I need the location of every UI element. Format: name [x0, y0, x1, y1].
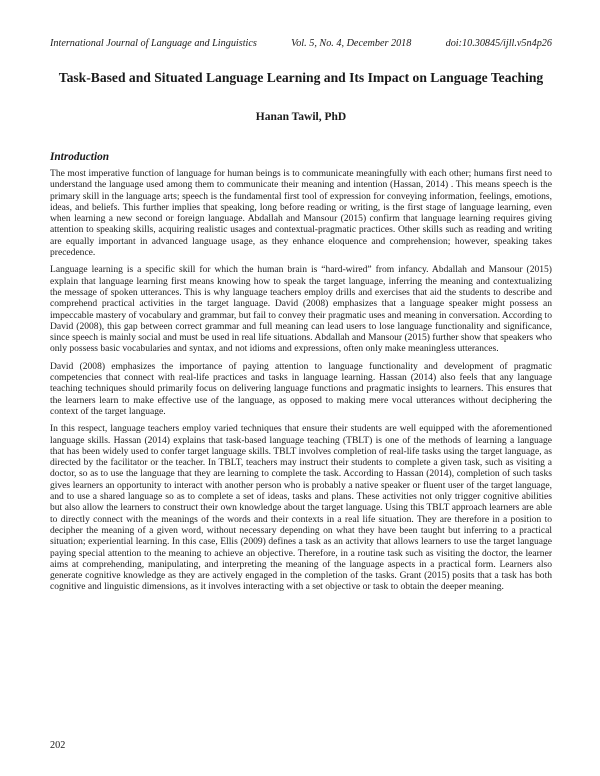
body-text	[50, 168, 552, 599]
paper-title: Task-Based and Situated Language Learning and Its Impact on Language Teaching	[58, 70, 544, 85]
section-heading: Introduction	[50, 151, 110, 163]
paragraph-1: The most imperative function of language for human beings is to communicate meaningfully with each other; humans first need to understand the language used among them to communicate their meaning and intention (Hassan, 2014) . This means speech is the primary skill in the language arts; speech is the fundamental first tool of expression for conveying information, feelings, emotions, ideas, and beliefs. This further implies that speaking, long before reading or writing, is the first stage of language learning, even when learning a new second or foreign language. Abdallah and Mansour (2015) confirm that language learning requires giving attention to speaking skills, acquiring realistic usages and contextual-pragmatic practices. Other skills such as reading and writing are equally important in advanced language usage, as they enhance eloquence and comprehension; however, speaking takes precedence.	[50, 168, 552, 259]
author-name: Hanan Tawil, PhD	[255, 111, 347, 123]
doi: doi:10.30845/ijll.v5n4p26	[445, 38, 552, 49]
page-number: 202	[50, 740, 66, 751]
volume-info: Vol. 5, No. 4, December 2018	[291, 38, 412, 49]
journal-name: International Journal of Language and Linguistics	[50, 38, 257, 49]
paragraph-2: Language learning is a specific skill for which the human brain is “hard-wired” from infancy. Abdallah and Mansour (2015) explain that language learning first means knowing how to speak the target language, inferring the meaning and contextualizing the message of spoken utterances. This is why language teachers employ drills and exercises that aid the students to describe and comprehend practical activities in the target language. David (2008) emphasizes that a language speaker might possess an impeccable mastery of vocabulary and grammar, but fail to convey their pragmatic uses and meaning in conversation. According to David (2008), this gap between correct grammar and full meaning can lead users to lose language functionality and significance, since speech is mainly social and must be used in real life situations. Abdallah and Mansour (2015) further show that speakers who only possess basic vocabularies and syntax, and not idioms and expressions, often only make meaningless utterances.	[50, 264, 552, 355]
paragraph-4: In this respect, language teachers employ varied techniques that ensure their students are well equipped with the aforementioned language skills. Hassan (2014) explains that task-based language teaching (TBLT) is one of the methods of learning a language that has been widely used to confer target language skills. TBLT involves completion of real-life tasks using the target language, as directed by the facilitator or the teacher. In TBLT, teachers may instruct their students to complete a given task, such as visiting a doctor, so as to use the language that they are learning to complete the task. According to Hassan (2014), completion of such tasks gives learners an opportunity to interact with another person who is probably a native speaker or fluent user of the target language, and to use a shared language so as to complete a set of ideas, tasks and plans. These activities not only trigger cognitive abilities but also allow the learners to construct their own knowledge about the target language. Using this TBLT approach learners are able to directly connect with the meanings of the words and their contexts in a real life situation. They are therefore in a position to decipher the meaning of a given word, without necessary depending on what they have been taught but inferring to a practical situation; experiential learning. In this case, Ellis (2009) defines a task as an activity that allows learners to use the target language paying special attention to the meaning to achieve an objective. Therefore, in a routine task such as visiting the doctor, the learner aims at comprehending, manipulating, and interpreting the meaning of the language aspects in a practical form. Learners also generate cognitive knowledge as they are actively engaged in the completion of the tasks. Grant (2015) posits that a task has both cognitive and linguistic dimensions, as it involves interacting with a set objective or task to obtain the deeper meaning.	[50, 423, 552, 593]
running-header	[50, 38, 552, 50]
paragraph-3: David (2008) emphasizes the importance of paying attention to language functionality and development of pragmatic competencies that connect with real-life practices and tasks in language learning. Hassan (2014) also feels that any language teaching techniques should primarily focus on delivering language functions and pragmatic insights to learners. This ensures that the learners learn to make effective use of the language, as opposed to making mere vocal utterances without deciphering the context of the target language.	[50, 360, 552, 417]
